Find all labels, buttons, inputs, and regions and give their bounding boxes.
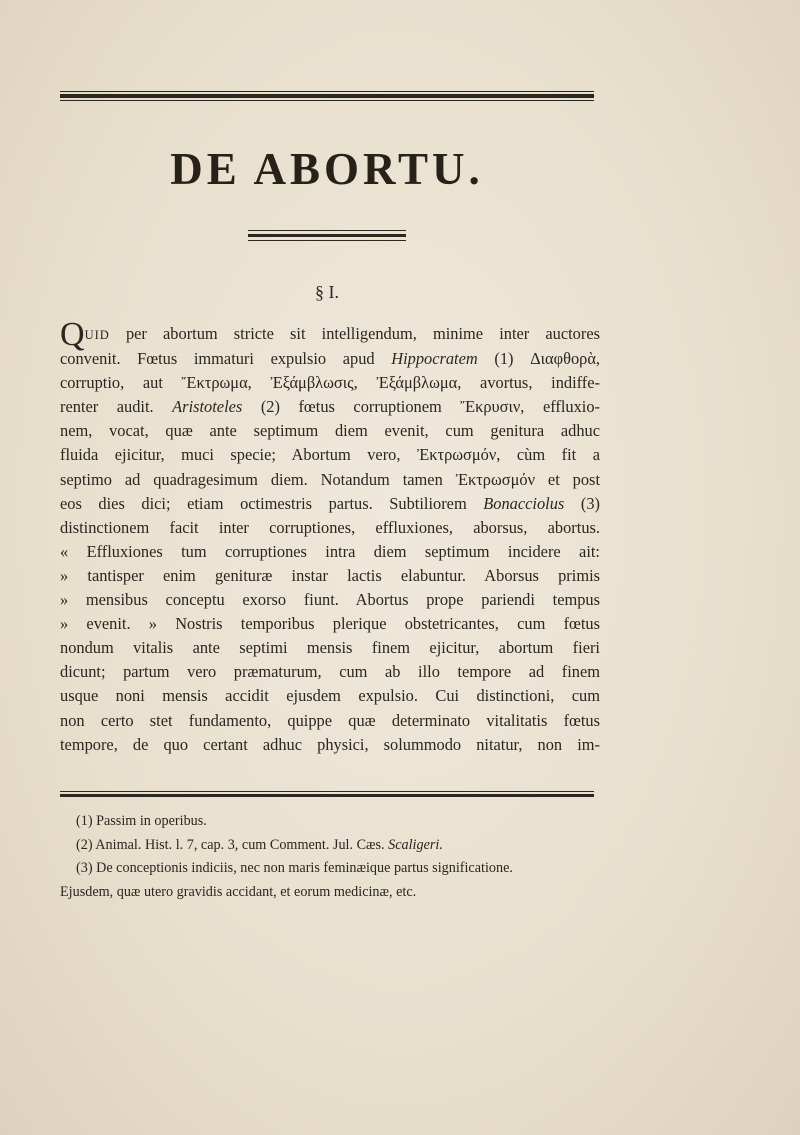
text-line: convenit. Fœtus immaturi expulsio apud Hippocratem (1) Διαφθορὰ,	[60, 349, 600, 369]
text-line: » evenit. » Nostris temporibus plerique obstetricantes, cum fœtus	[60, 614, 600, 634]
text-line: tempore, de quo certant adhuc physici, solummodo nitatur, non im-	[60, 734, 600, 754]
text-line: corruptio, aut Ἔκτρωμα, Ἐξάμβλωσις, Ἐξάμβλωμα, avortus, indiffe-	[60, 373, 600, 393]
text-line: distinctionem facit inter corruptiones, effluxiones, aborsus, abortus.	[60, 517, 600, 537]
drop-capital: Q	[60, 316, 85, 353]
text-line: eos dies dici; etiam octimestris partus. Subtiliorem Bonacciolus (3)	[60, 493, 600, 513]
body-text	[60, 316, 600, 757]
text-line: « Effluxiones tum corruptiones intra diem septimum incidere ait:	[60, 541, 600, 561]
text-line: usque noni mensis accidit ejusdem expulsio. Cui distinctioni, cum	[60, 686, 600, 706]
title-ornament-rule	[248, 230, 406, 241]
top-double-rule	[60, 91, 594, 101]
text-line: » mensibus conceptu exorso fiunt. Abortus prope pariendi tempus	[60, 590, 600, 610]
text-line: renter audit. Aristoteles (2) fœtus corruptionem Ἔκρυσιν, effluxio-	[60, 397, 600, 417]
text-line: septimo ad quadragesimum diem. Notandum tamen Ἐκτρωσμόν et post	[60, 469, 600, 489]
text-line: dicunt; partum vero præmaturum, cum ab illo tempore ad finem	[60, 662, 600, 682]
footnote-2: (2) Animal. Hist. l. 7, cap. 3, cum Comment. Jul. Cæs. Scaligeri.	[76, 836, 443, 853]
section-heading: § I.	[315, 282, 339, 302]
text-line: fluida ejicitur, muci specie; Abortum vero, Ἐκτρωσμόν, cùm fit a	[60, 445, 600, 465]
footnote-3-continued: Ejusdem, quæ utero gravidis accidant, et eorum medicinæ, etc.	[60, 883, 417, 900]
text-line: QUID per abortum stricte sit intelligendum, minime inter auctores	[60, 316, 600, 353]
text-line: nondum vitalis ante septimi mensis finem ejicitur, abortum fieri	[60, 638, 600, 658]
footnotes	[60, 810, 600, 904]
page-title: DE ABORTU.	[170, 144, 484, 194]
text-line: nem, vocat, quæ ante septimum diem evenit, cum genitura adhuc	[60, 421, 600, 441]
footnote-separator-rule	[60, 791, 594, 797]
footnote-3: (3) De conceptionis indiciis, nec non maris feminæique partus significatione.	[76, 860, 513, 876]
footnote-1: (1) Passim in operibus.	[76, 813, 207, 829]
text-line: non certo stet fundamento, quippe quæ determinato vitalitatis fœtus	[60, 710, 600, 730]
text-line: » tantisper enim genituræ instar lactis elabuntur. Aborsus primis	[60, 565, 600, 585]
